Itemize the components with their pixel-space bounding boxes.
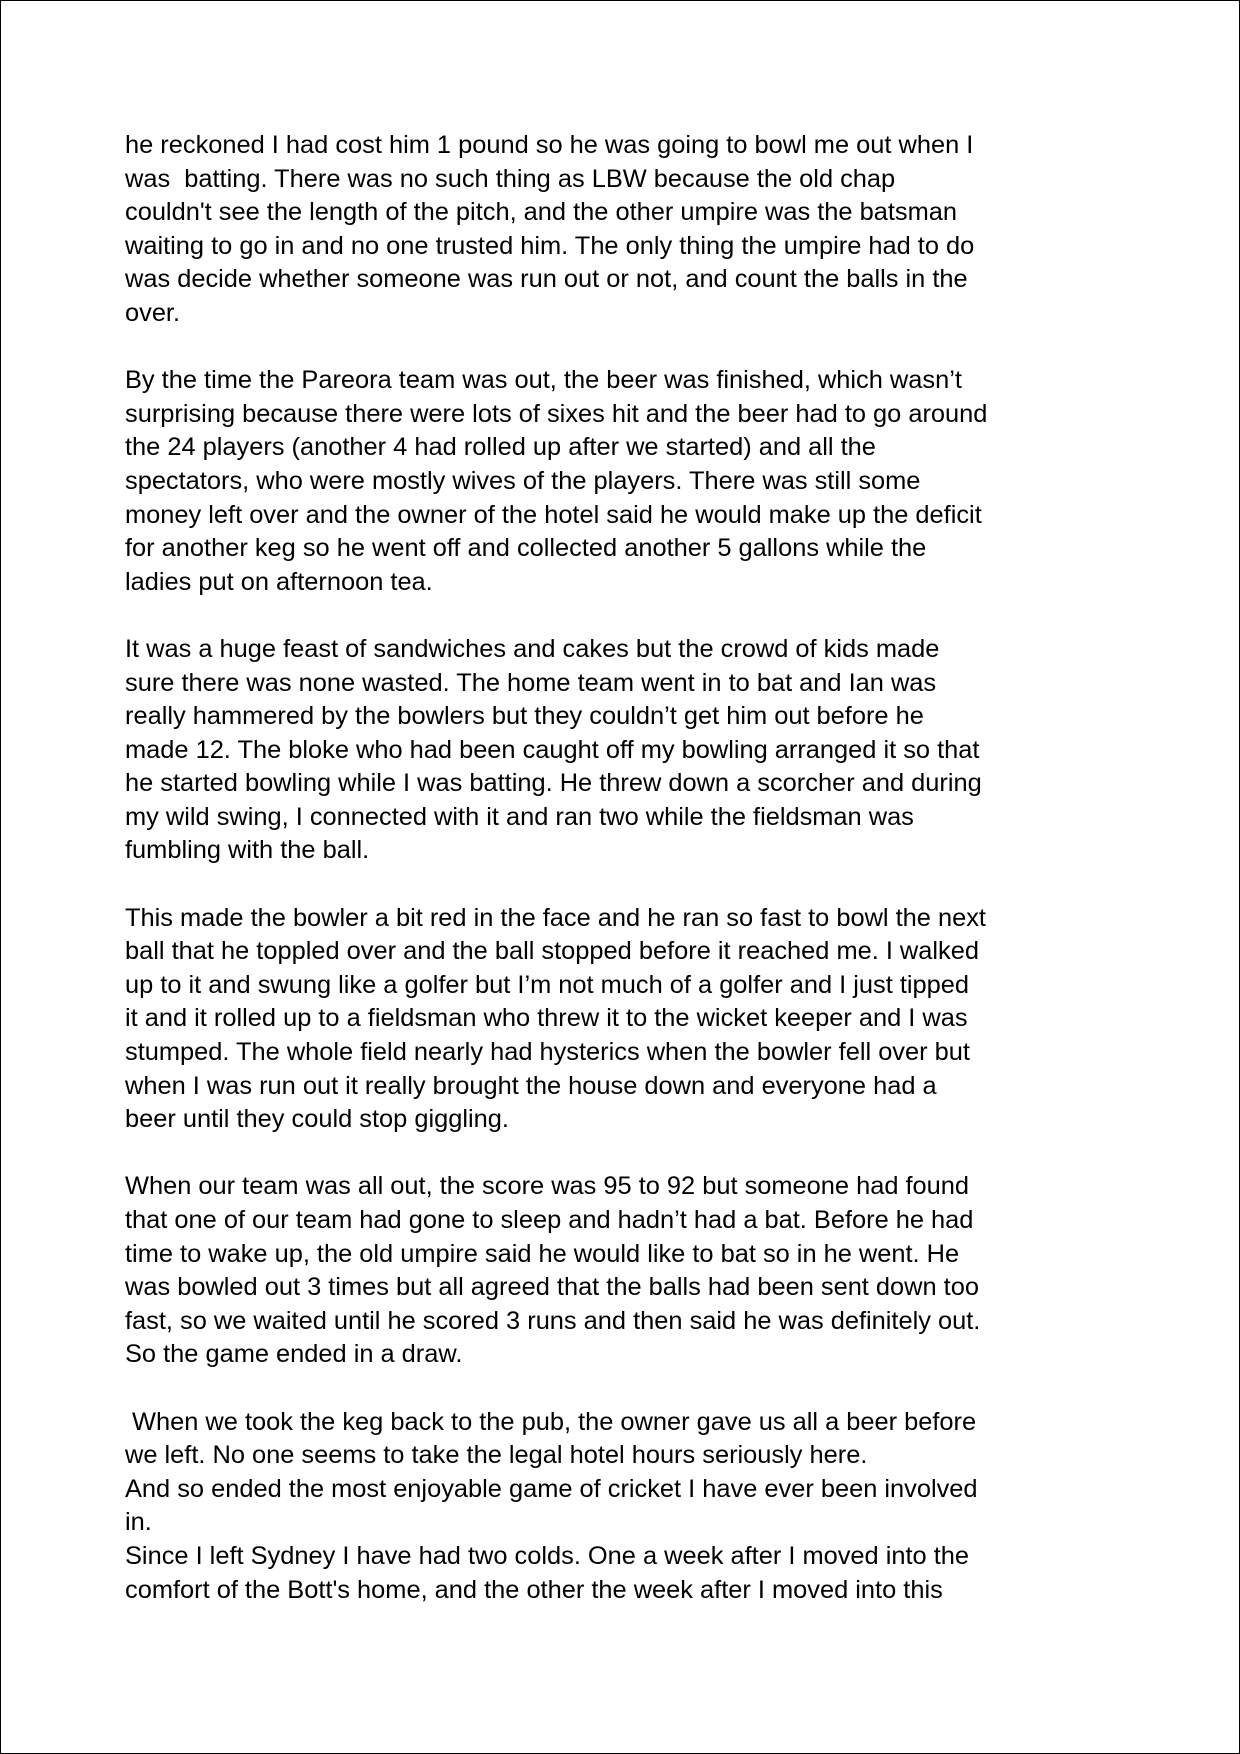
paragraph-4	[125, 902, 1135, 1137]
text-line: was bowled out 3 times but all agreed that the balls had been sent down too	[125, 1273, 979, 1302]
text-line: that one of our team had gone to sleep and hadn’t had a bat. Before he had	[125, 1206, 974, 1234]
text-line: beer until they could stop giggling.	[125, 1105, 509, 1134]
document-body	[125, 129, 1135, 1607]
text-line: It was a huge feast of sandwiches and cakes but the crowd of kids made	[125, 634, 940, 663]
text-line: When we took the keg back to the pub, the owner gave us all a beer before	[125, 1407, 977, 1436]
paragraph-5	[125, 1170, 1135, 1372]
text-line: sure there was none wasted. The home team went in to bat and Ian was	[125, 668, 937, 697]
text-line: And so ended the most enjoyable game of cricket I have ever been involved	[125, 1474, 978, 1503]
text-line: waiting to go in and no one trusted him. The only thing the umpire had to do	[125, 231, 975, 260]
text-line: fumbling with the ball.	[125, 836, 370, 865]
text-line: for another keg so he went off and collected another 5 gallons while the	[125, 534, 927, 563]
text-line: When our team was all out, the score was 95 to 92 but someone had found	[125, 1172, 970, 1201]
text-line: the 24 players (another 4 had rolled up after we started) and all the	[125, 433, 876, 462]
text-line: it and it rolled up to a fieldsman who threw it to the wicket keeper and I was	[125, 1004, 968, 1033]
text-line: really hammered by the bowlers but they couldn’t get him out before he	[125, 702, 924, 731]
text-line: up to it and swung like a golfer but I’m not much of a golfer and I just tipped	[125, 970, 970, 999]
text-line: was batting. There was no such thing as LBW because the old chap	[125, 164, 896, 193]
text-line: over.	[125, 298, 181, 327]
text-line: when I was run out it really brought the house down and everyone had a	[125, 1071, 937, 1100]
text-line: This made the bowler a bit red in the face and he ran so fast to bowl the next	[125, 903, 986, 932]
paragraph-6	[125, 1406, 1135, 1608]
text-line: couldn't see the length of the pitch, and the other umpire was the batsman	[125, 198, 957, 227]
paragraph-1	[125, 129, 1135, 331]
text-line: we left. No one seems to take the legal hotel hours seriously here.	[125, 1441, 868, 1470]
text-line: surprising because there were lots of sixes hit and the beer had to go around	[125, 399, 988, 428]
text-line: ladies put on afternoon tea.	[125, 567, 433, 596]
paragraph-3	[125, 633, 1135, 868]
text-line: made 12. The bloke who had been caught off my bowling arranged it so that	[125, 735, 980, 764]
text-line: By the time the Pareora team was out, the beer was finished, which wasn’t	[125, 366, 962, 395]
text-line: ball that he toppled over and the ball stopped before it reached me. I walked	[125, 937, 979, 966]
text-line: money left over and the owner of the hotel said he would make up the deficit	[125, 500, 982, 529]
text-line: fast, so we waited until he scored 3 runs and then said he was definitely out.	[125, 1306, 981, 1335]
text-line: So the game ended in a draw.	[125, 1340, 463, 1369]
text-line: Since I left Sydney I have had two colds. One a week after I moved into the	[125, 1541, 970, 1570]
text-line: spectators, who were mostly wives of the players. There was still some	[125, 466, 921, 495]
text-line: time to wake up, the old umpire said he would like to bat so in he went. He	[125, 1239, 960, 1268]
text-line: he started bowling while I was batting. He threw down a scorcher and during	[125, 769, 982, 798]
text-line: my wild swing, I connected with it and ran two while the fieldsman was	[125, 802, 914, 831]
paragraph-2	[125, 364, 1135, 599]
text-line: comfort of the Bott's home, and the other the week after I moved into this	[125, 1575, 943, 1604]
text-line: was decide whether someone was run out or not, and count the balls in the	[125, 265, 968, 294]
text-line: he reckoned I had cost him 1 pound so he was going to bowl me out when I	[125, 131, 974, 159]
text-line: in.	[125, 1508, 152, 1537]
text-line: stumped. The whole field nearly had hysterics when the bowler fell over but	[125, 1038, 970, 1067]
